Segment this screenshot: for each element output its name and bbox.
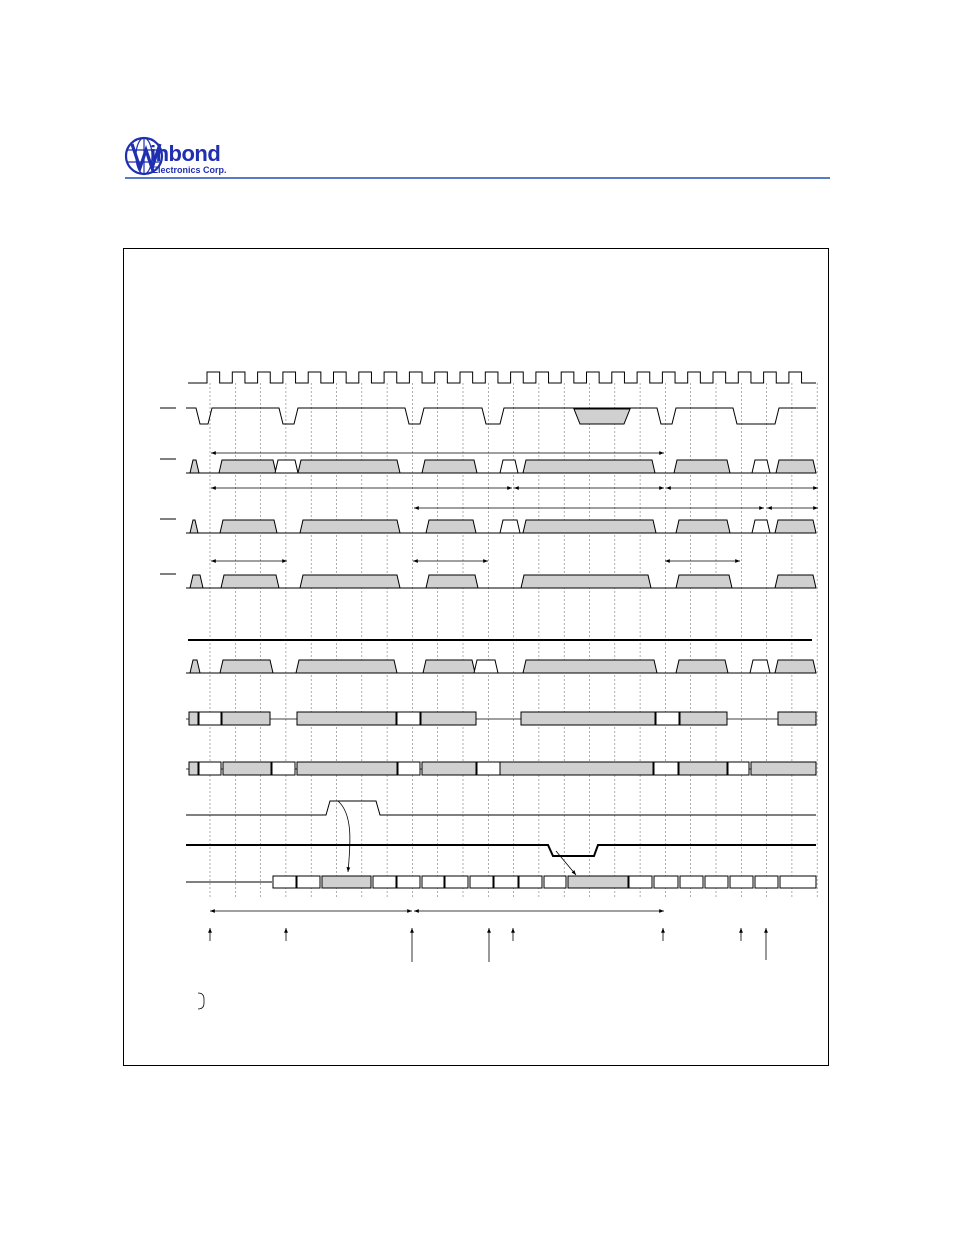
legend-brace (198, 993, 204, 1009)
causality-arrow (556, 851, 576, 875)
window-segment (523, 660, 657, 673)
bus-cell (297, 876, 320, 888)
causality-arrow (338, 801, 350, 872)
bus-data-cell (189, 712, 198, 725)
bus-cell (477, 762, 500, 775)
window-segment (190, 520, 198, 533)
bus-data-cell (297, 762, 397, 775)
event-markers (210, 928, 766, 962)
bus-cell (656, 712, 679, 725)
bus-data-cell (568, 876, 628, 888)
bus-data-cell (500, 762, 653, 775)
window-segment (676, 575, 732, 588)
bus-cell (544, 876, 566, 888)
window-segment (752, 460, 770, 473)
window-segment (422, 460, 477, 473)
window-segment (775, 575, 816, 588)
bus-cell (629, 876, 652, 888)
bus-data-cell (297, 712, 396, 725)
bus-cell (199, 712, 221, 725)
shaded-strobe-segment (574, 409, 630, 424)
bus-cell (422, 876, 444, 888)
window-segment (275, 460, 298, 473)
brand-name: inbond (150, 141, 221, 166)
bus-cell (373, 876, 396, 888)
bus-cell (654, 762, 678, 775)
window-segment (775, 520, 816, 533)
clock-waveform (188, 372, 816, 383)
signal-waveforms (160, 372, 816, 888)
bus-data-cell (189, 762, 198, 775)
bus-cell (272, 762, 295, 775)
window-segment (296, 660, 397, 673)
brand-subtitle: Electronics Corp. (152, 165, 227, 175)
window-segment (220, 660, 273, 673)
window-segment (500, 520, 520, 533)
window-segment (426, 575, 478, 588)
bus-data-cell (751, 762, 816, 775)
window-segment (219, 460, 276, 473)
bus-cell (519, 876, 542, 888)
bus-data-cell (679, 762, 727, 775)
window-segment (221, 575, 279, 588)
window-segment (775, 660, 816, 673)
window-segment (752, 520, 770, 533)
window-segment (220, 520, 277, 533)
window-segment (523, 520, 656, 533)
bus-data-cell (421, 712, 476, 725)
window-segment (300, 575, 400, 588)
bus-cell (470, 876, 493, 888)
bus-cell (199, 762, 221, 775)
bus-cell (680, 876, 703, 888)
window-segment (750, 660, 770, 673)
window-segment (190, 460, 199, 473)
window-segment (523, 460, 655, 473)
bus-data-cell (223, 762, 271, 775)
bus-data-cell (222, 712, 270, 725)
bus-data-cell (680, 712, 727, 725)
bus-cell (755, 876, 778, 888)
window-segment (190, 660, 200, 673)
window-segment (423, 660, 475, 673)
window-segment (474, 660, 498, 673)
window-segment (674, 460, 730, 473)
bus-cell (273, 876, 296, 888)
bus-data-cell (521, 712, 655, 725)
window-segment (676, 660, 728, 673)
bus-cell (730, 876, 753, 888)
bus-cell (728, 762, 749, 775)
window-segment (300, 520, 400, 533)
bus-cell (398, 762, 420, 775)
bus-data-cell (778, 712, 816, 725)
bus-cell (445, 876, 468, 888)
bus-cell (780, 876, 816, 888)
window-segment (676, 520, 730, 533)
bus-cell (397, 876, 420, 888)
bus-data-cell (322, 876, 371, 888)
bus-cell (397, 712, 420, 725)
bus-cell (494, 876, 518, 888)
pulse-2-waveform (186, 845, 816, 856)
window-segment (776, 460, 816, 473)
bus-cell (705, 876, 728, 888)
window-segment (298, 460, 400, 473)
window-segment (521, 575, 651, 588)
window-segment (190, 575, 203, 588)
pulse-1-waveform (186, 801, 816, 815)
diagram-misc (198, 993, 204, 1009)
window-segment (426, 520, 476, 533)
strobe-waveform (186, 408, 816, 424)
window-segment (500, 460, 518, 473)
bus-cell (654, 876, 678, 888)
bus-data-cell (422, 762, 476, 775)
